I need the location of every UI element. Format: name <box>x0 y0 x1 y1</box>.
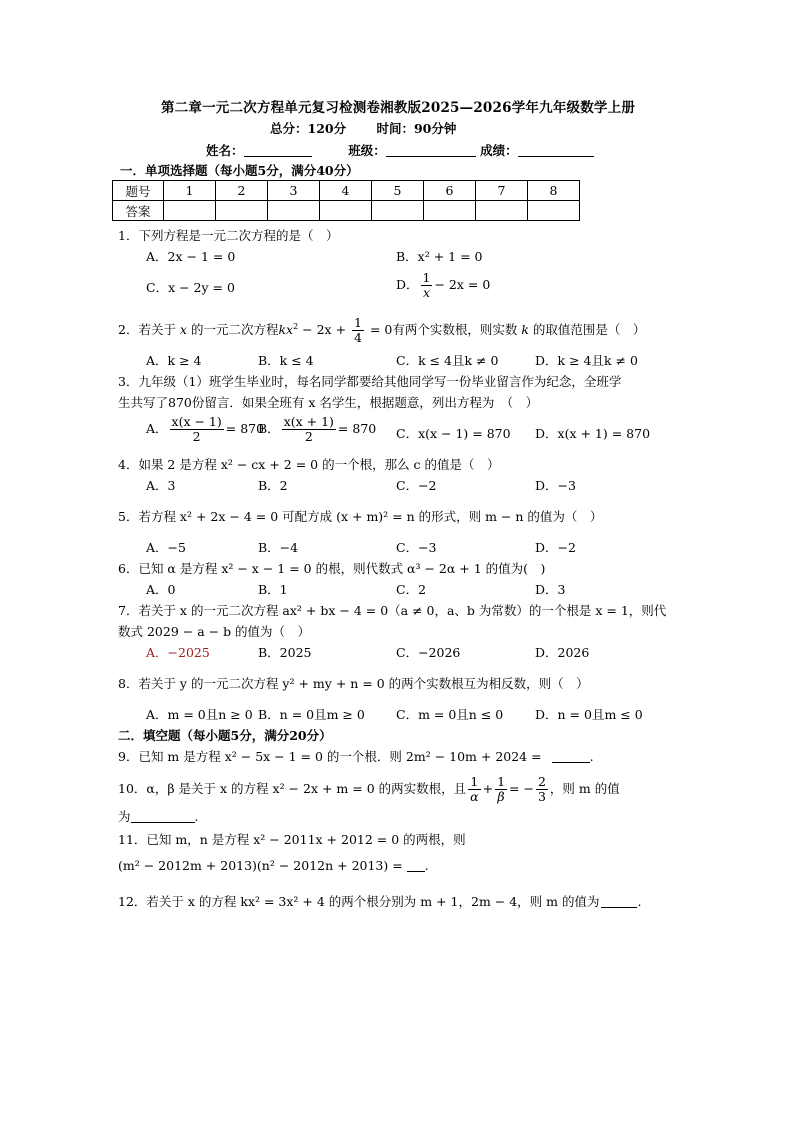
question-8-option-a: A．m = 0且n ≥ 0 <box>146 707 253 722</box>
answer-cell[interactable] <box>476 201 528 221</box>
stem-part: (m² − 2012m + 2013)(n² − 2012n + 2013) = <box>118 858 403 873</box>
question-5-option-a: A．−5 <box>146 540 186 555</box>
question-4-option-b: B．2 <box>258 478 288 493</box>
question-4-option-d: D．−3 <box>535 478 576 493</box>
exam-time: 时间：90分钟 <box>376 121 457 136</box>
class-field[interactable] <box>386 144 476 157</box>
question-1-option-a: A．2x − 1 = 0 <box>146 249 236 264</box>
question-10-line-2: 为 . <box>118 809 199 824</box>
question-5-option-b: B．−4 <box>258 540 299 555</box>
stem-part: 10．α，β 是关于 x 的方程 x² − 2x + m = 0 的两实数根，且 <box>118 781 467 796</box>
question-2-option-d: D．k ≥ 4且k ≠ 0 <box>535 353 638 368</box>
answer-cell[interactable] <box>216 201 268 221</box>
answer-blank[interactable] <box>601 895 637 908</box>
fraction-1-over-x: $\frac{1}{x}$ <box>422 270 431 300</box>
student-info-row <box>206 141 594 159</box>
option-label: B． <box>258 421 280 436</box>
question-11-line-1: 11．已知 m，n 是方程 x² − 2011x + 2012 = 0 的两根，则 <box>118 832 466 847</box>
score-field[interactable] <box>518 144 594 157</box>
question-4-stem: 4．如果 2 是方程 x² − cx + 2 = 0 的一个根，那么 c 的值是（ ） <box>118 457 500 472</box>
fraction-1-over-4: $\frac{1}{4}$ <box>354 315 362 345</box>
section-1-heading: 一．单项选择题（每小题5分，满分40分） <box>120 163 359 178</box>
answer-blank[interactable] <box>131 810 195 823</box>
answer-cell[interactable] <box>320 201 372 221</box>
name-field[interactable] <box>244 144 312 157</box>
question-1-option-d <box>396 271 490 300</box>
score-label: 成绩： <box>480 143 518 158</box>
question-7-option-a: A．−2025 <box>146 645 210 660</box>
question-number: 4 <box>320 181 372 201</box>
answer-cell[interactable] <box>528 201 580 221</box>
question-5-stem: 5．若方程 x² + 2x − 4 = 0 可配方成 (x + m)² = n 的形式，则 m − n 的值为（ ） <box>118 509 603 524</box>
question-3-option-a: A． $\frac{x(x - 1)}{2}$ = 870 <box>146 414 265 444</box>
question-number: 3 <box>268 181 320 201</box>
option-d-suffix: − 2x = 0 <box>434 277 491 292</box>
question-5-option-d: D．−2 <box>535 540 576 555</box>
question-3-option-b: B． $\frac{x(x + 1)}{2}$ = 870 <box>258 414 377 444</box>
question-11-line-2: (m² − 2012m + 2013)(n² − 2012n + 2013) = . <box>118 858 429 873</box>
answer-table <box>112 180 580 221</box>
question-7-line-2: 数式 2029 − a − b 的值为（ ） <box>118 624 311 639</box>
question-2-stem: 2．若关于 x 的一元二次方程$kx^2 - 2x$ + $\frac{1}{4}$ = 0有两个实数根，则实数 k 的取值范围是（ ） <box>118 315 646 345</box>
question-9-text: 9．已知 m 是方程 x² − 5x − 1 = 0 的一个根．则 2m² − 10m + 2024 = <box>118 749 542 764</box>
stem-part: ，则 m 的值 <box>549 781 620 796</box>
question-number: 6 <box>424 181 476 201</box>
answer-table-answer-row <box>113 201 580 221</box>
section-2-heading: 二．填空题（每小题5分，满分20分） <box>118 728 332 743</box>
answer-blank[interactable] <box>552 750 590 763</box>
question-3-option-c: C．x(x − 1) = 870 <box>396 426 511 441</box>
question-6-option-c: C．2 <box>396 582 427 597</box>
class-label: 班级： <box>348 143 386 158</box>
option-d-prefix: D． <box>396 277 419 292</box>
question-number: 8 <box>528 181 580 201</box>
answer-blank[interactable] <box>407 859 425 872</box>
question-5-option-c: C．−3 <box>396 540 437 555</box>
question-7-option-d: D．2026 <box>535 645 590 660</box>
question-8-stem: 8．若关于 y 的一元二次方程 y² + my + n = 0 的两个实数根互为相反数，则（ ） <box>118 676 589 691</box>
stem-part: 的取值范围是（ ） <box>532 322 646 337</box>
question-10-line-1: 10．α，β 是关于 x 的方程 x² − 2x + m = 0 的两实数根，且 $\frac{1}{\alpha}$ + $\frac{1}{\beta}$ = − $\frac{2}{3}$ ，则 m 的值 <box>118 774 620 804</box>
name-label: 姓名： <box>206 143 244 158</box>
stem-part: 有两个实数根，则实数 <box>392 322 518 337</box>
stem-part: 的一元二次方程 <box>190 322 279 337</box>
question-7-option-c: C．−2026 <box>396 645 461 660</box>
stem-part: 2．若关于 <box>118 322 176 337</box>
stem-part: 为 <box>118 809 131 824</box>
answer-cell[interactable] <box>164 201 216 221</box>
option-label: A． <box>146 421 168 436</box>
page-title: 第二章一元二次方程单元复习检测卷湘教版2025—2026学年九年级数学上册 <box>160 100 636 116</box>
question-7-line-1: 7．若关于 x 的一元二次方程 ax² + bx − 4 = 0（a ≠ 0，a、b 为常数）的一个根是 x = 1，则代 <box>118 603 667 618</box>
question-number: 1 <box>164 181 216 201</box>
question-2-option-c: C．k ≤ 4且k ≠ 0 <box>396 353 499 368</box>
question-4-option-a: A．3 <box>146 478 176 493</box>
exam-meta <box>270 119 482 137</box>
question-12: 12．若关于 x 的方程 kx² = 3x² + 4 的两个根分别为 m + 1，2m − 4，则 m 的值为 . <box>118 894 642 909</box>
question-4-option-c: C．−2 <box>396 478 437 493</box>
question-3-option-d: D．x(x + 1) = 870 <box>535 426 651 441</box>
question-number: 5 <box>372 181 424 201</box>
answer-cell[interactable] <box>372 201 424 221</box>
total-score: 总分：120分 <box>270 121 347 136</box>
answer-table-header-row <box>113 181 580 201</box>
question-2-option-b: B．k ≤ 4 <box>258 353 314 368</box>
question-9: 9．已知 m 是方程 x² − 5x − 1 = 0 的一个根．则 2m² − 10m + 2024 = . <box>118 749 594 764</box>
answer-cell[interactable] <box>424 201 476 221</box>
question-7-option-b: B．2025 <box>258 645 312 660</box>
question-6-option-d: D．3 <box>535 582 566 597</box>
question-3-line-2: 生共写了870份留言．如果全班有 x 名学生，根据题意，列出方程为 （ ） <box>118 395 539 410</box>
question-1-stem: 1．下列方程是一元二次方程的是（ ） <box>118 228 339 243</box>
question-6-option-b: B．1 <box>258 582 288 597</box>
question-1-option-c: C．x − 2y = 0 <box>146 280 235 295</box>
table-header-label: 题号 <box>113 181 164 201</box>
question-8-option-b: B．n = 0且m ≥ 0 <box>258 707 365 722</box>
answer-cell[interactable] <box>268 201 320 221</box>
question-6-option-a: A．0 <box>146 582 176 597</box>
table-answer-label: 答案 <box>113 201 164 221</box>
question-number: 7 <box>476 181 528 201</box>
question-number: 2 <box>216 181 268 201</box>
question-12-text: 12．若关于 x 的方程 kx² = 3x² + 4 的两个根分别为 m + 1，2m − 4，则 m 的值为 <box>118 894 600 909</box>
question-2-option-a: A．k ≥ 4 <box>146 353 202 368</box>
question-6-stem: 6．已知 α 是方程 x² − x − 1 = 0 的根，则代数式 α³ − 2α + 1 的值为( ) <box>118 561 546 576</box>
question-1-option-b: B．x² + 1 = 0 <box>396 249 483 264</box>
question-8-option-c: C．m = 0且n ≤ 0 <box>396 707 504 722</box>
question-8-option-d: D．n = 0且m ≤ 0 <box>535 707 643 722</box>
question-3-line-1: 3．九年级（1）班学生毕业时，每名同学都要给其他同学写一份毕业留言作为纪念，全班学 <box>118 374 622 389</box>
